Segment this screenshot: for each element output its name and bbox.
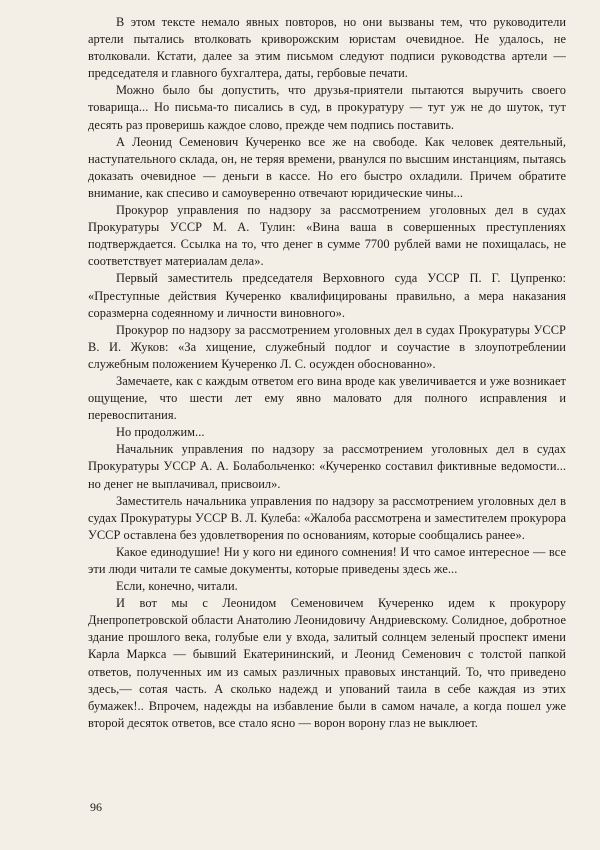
- paragraph: А Леонид Семенович Кучеренко все же на свободе. Как человек деятельный, наступательного склада, он, не теряя времени, рванулся по высшим инстанциям, пытаясь доказать очевидное — деньги в кассе. Но его быстро охладили. Причем обратите внимание, как спесиво и самоуверенно отвечают юридические чины...: [88, 134, 566, 200]
- paragraph: Первый заместитель председателя Верховного суда УССР П. Г. Цупренко: «Преступные действия Кучеренко квалифицированы правильно, а мера наказания соразмерна содеянному и личности виновного».: [88, 271, 566, 320]
- paragraph: И вот мы с Леонидом Семеновичем Кучеренко идем к прокурору Днепропетровской области Анатолию Леонидовичу Андриевскому. Солидное, добротное здание прошлого века, голубые ели у входа, залитый солнцем зеленый проспект имени Карла Маркса — бывший Екатерининский, и Леонид Семенович с толстой папкой ответов, полученных им из самых различных правовых инстанций. То, что приведено здесь,— сотая часть. А сколько надежд и упований таила в себе каждая из этих бумажек!.. Впрочем, надежды на избавление были в самом начале, а когда пошел уже второй десяток ответов, все стало ясно — ворон ворону глаз не выклюет.: [88, 596, 566, 730]
- paragraph: Можно было бы допустить, что друзья-приятели пытаются выручить своего товарища... Но письма-то писались в суд, в прокуратуру — тут уж не до шуток, тут десять раз проверишь каждое слово, прежде чем подпись поставить.: [88, 83, 566, 132]
- paragraph: В этом тексте немало явных повторов, но они вызваны тем, что руководители артели пытались втолковать криворожским юристам очевидное. Не удалось, не втолковали. Кстати, далее за этим письмом следуют подписи руководства артели — председателя и главного бухгалтера, даты, гербовые печати.: [88, 15, 566, 81]
- paragraph: Заместитель начальника управления по надзору за рассмотрением уголовных дел в судах Прокуратуры УССР В. Л. Кулеба: «Жалоба рассмотрена и заместителем прокурора УССР оставлена без удовлетворения по основаниям, которые сообщались ранее».: [88, 493, 566, 542]
- paragraph: Если, конечно, читали.: [116, 579, 238, 594]
- paragraph: Прокурор управления по надзору за рассмотрением уголовных дел в судах Прокуратуры УССР М. А. Тулин: «Вина ваша в совершенных преступлениях подтверждается. Ссылка на то, что денег в сумме 7700 рублей вами не похищалась, не соответствует материалам дела».: [88, 203, 566, 269]
- paragraph: Но продолжим...: [116, 425, 205, 440]
- page-number: 96: [90, 800, 102, 814]
- paragraph: Замечаете, как с каждым ответом его вина вроде как увеличивается и уже возникает ощущение, что шести лет ему явно маловато для полного исправления и перевоспитания.: [88, 373, 566, 423]
- paragraph: Прокурор по надзору за рассмотрением уголовных дел в судах Прокуратуры УССР В. И. Жуков: «За хищение, служебный подлог и соучастие в злоупотреблении служебным положением Кучеренко Л. С. осужден обоснованно».: [88, 322, 566, 371]
- body-text: [88, 14, 566, 732]
- paragraph: Начальник управления по надзору за рассмотрением уголовных дел в судах Прокуратуры УССР А. А. Болабольченко: «Кучеренко составил фиктивные ведомости... но денег не выплачивал, присвоил».: [88, 442, 566, 491]
- paragraph: Какое единодушие! Ни у кого ни единого сомнения! И что самое интересное — все эти люди читали те самые документы, которые приведены здесь же...: [88, 544, 566, 576]
